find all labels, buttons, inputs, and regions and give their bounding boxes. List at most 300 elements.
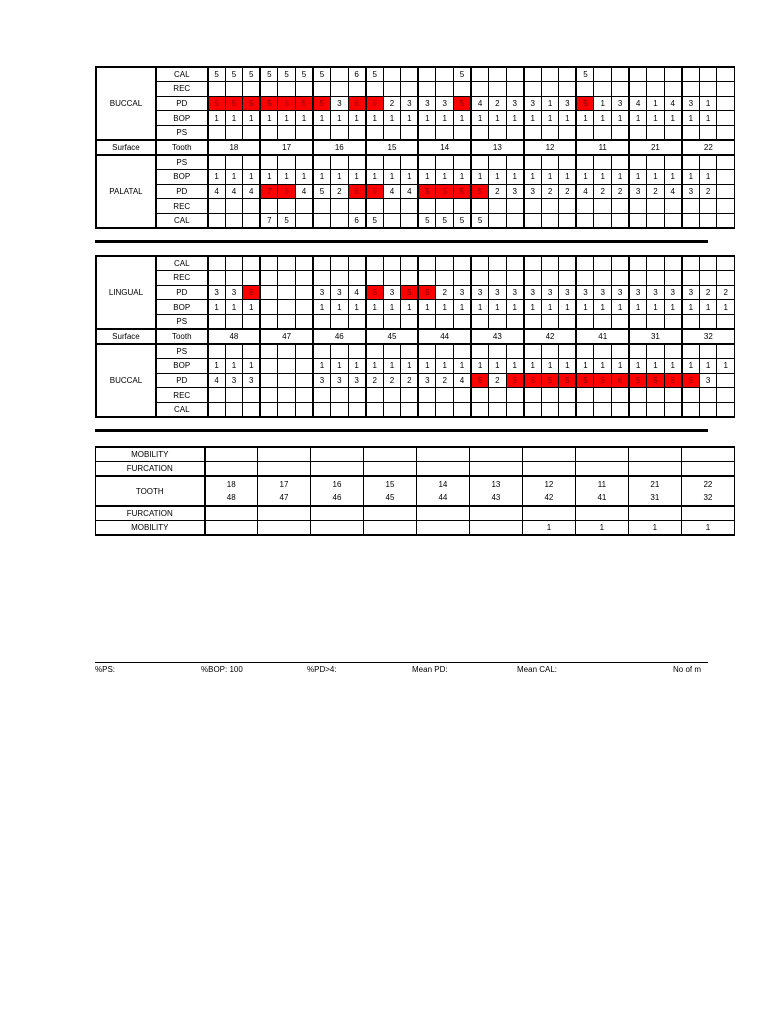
measurement-cell[interactable]: 1 bbox=[594, 96, 612, 111]
measurement-cell[interactable] bbox=[541, 213, 559, 228]
measurement-cell[interactable] bbox=[612, 82, 630, 97]
measurement-cell[interactable]: 2 bbox=[699, 285, 717, 300]
measurement-cell[interactable] bbox=[524, 213, 542, 228]
measurement-cell[interactable]: 1 bbox=[348, 111, 366, 126]
measurement-cell[interactable]: 1 bbox=[629, 359, 647, 374]
upper-furcation-cell[interactable] bbox=[258, 462, 311, 477]
measurement-cell[interactable]: 1 bbox=[541, 111, 559, 126]
lower-mobility-cell[interactable]: 1 bbox=[628, 521, 681, 536]
measurement-cell[interactable] bbox=[401, 402, 419, 417]
measurement-cell[interactable]: 1 bbox=[243, 300, 261, 315]
measurement-cell[interactable] bbox=[208, 271, 226, 286]
lower-furcation-cell[interactable] bbox=[205, 506, 258, 521]
measurement-cell[interactable]: 5 bbox=[436, 213, 454, 228]
measurement-cell[interactable] bbox=[506, 82, 524, 97]
lower-furcation-cell[interactable] bbox=[363, 506, 416, 521]
measurement-cell[interactable] bbox=[594, 388, 612, 403]
measurement-cell[interactable] bbox=[699, 388, 717, 403]
lower-furcation-cell[interactable] bbox=[416, 506, 469, 521]
measurement-cell[interactable] bbox=[647, 67, 665, 82]
measurement-cell[interactable] bbox=[629, 82, 647, 97]
measurement-cell[interactable]: 5 bbox=[313, 184, 331, 199]
measurement-cell[interactable] bbox=[208, 314, 226, 329]
measurement-cell[interactable]: 1 bbox=[576, 359, 594, 374]
measurement-cell[interactable]: 1 bbox=[243, 359, 261, 374]
measurement-cell[interactable] bbox=[594, 271, 612, 286]
measurement-cell[interactable]: 1 bbox=[366, 300, 384, 315]
measurement-cell[interactable]: 3 bbox=[664, 285, 682, 300]
measurement-cell[interactable]: 3 bbox=[401, 96, 419, 111]
lower-mobility-cell[interactable] bbox=[363, 521, 416, 536]
measurement-cell[interactable] bbox=[401, 344, 419, 359]
measurement-cell[interactable]: 1 bbox=[295, 111, 313, 126]
measurement-cell[interactable] bbox=[594, 199, 612, 214]
measurement-cell[interactable] bbox=[717, 125, 735, 140]
measurement-cell[interactable]: 1 bbox=[699, 170, 717, 185]
measurement-cell[interactable] bbox=[559, 82, 577, 97]
measurement-cell[interactable]: 1 bbox=[260, 111, 278, 126]
measurement-cell[interactable] bbox=[524, 344, 542, 359]
measurement-cell[interactable]: 5 bbox=[313, 96, 331, 111]
measurement-cell[interactable] bbox=[313, 256, 331, 271]
measurement-cell[interactable] bbox=[471, 155, 489, 170]
measurement-cell[interactable] bbox=[664, 213, 682, 228]
measurement-cell[interactable]: 1 bbox=[313, 111, 331, 126]
measurement-cell[interactable]: 5 bbox=[594, 373, 612, 388]
measurement-cell[interactable]: 1 bbox=[366, 111, 384, 126]
lower-mobility-cell[interactable] bbox=[416, 521, 469, 536]
measurement-cell[interactable]: 5 bbox=[418, 213, 436, 228]
measurement-cell[interactable]: 4 bbox=[243, 184, 261, 199]
measurement-cell[interactable]: 1 bbox=[366, 170, 384, 185]
measurement-cell[interactable]: 1 bbox=[612, 300, 630, 315]
measurement-cell[interactable] bbox=[436, 271, 454, 286]
measurement-cell[interactable]: 3 bbox=[629, 184, 647, 199]
measurement-cell[interactable]: 1 bbox=[682, 111, 700, 126]
measurement-cell[interactable] bbox=[471, 67, 489, 82]
measurement-cell[interactable] bbox=[647, 82, 665, 97]
measurement-cell[interactable] bbox=[260, 344, 278, 359]
measurement-cell[interactable]: 1 bbox=[717, 359, 735, 374]
measurement-cell[interactable]: 1 bbox=[559, 300, 577, 315]
measurement-cell[interactable] bbox=[612, 271, 630, 286]
measurement-cell[interactable]: 3 bbox=[524, 184, 542, 199]
measurement-cell[interactable] bbox=[383, 271, 401, 286]
measurement-cell[interactable]: 2 bbox=[436, 285, 454, 300]
measurement-cell[interactable]: 5 bbox=[208, 96, 226, 111]
measurement-cell[interactable]: 3 bbox=[348, 373, 366, 388]
measurement-cell[interactable] bbox=[225, 344, 243, 359]
measurement-cell[interactable] bbox=[260, 256, 278, 271]
measurement-cell[interactable] bbox=[278, 199, 296, 214]
measurement-cell[interactable] bbox=[489, 314, 507, 329]
measurement-cell[interactable] bbox=[453, 271, 471, 286]
measurement-cell[interactable]: 1 bbox=[664, 111, 682, 126]
measurement-cell[interactable] bbox=[453, 314, 471, 329]
measurement-cell[interactable]: 2 bbox=[366, 373, 384, 388]
measurement-cell[interactable] bbox=[366, 314, 384, 329]
measurement-cell[interactable] bbox=[576, 314, 594, 329]
measurement-cell[interactable] bbox=[313, 402, 331, 417]
measurement-cell[interactable]: 3 bbox=[331, 373, 349, 388]
measurement-cell[interactable]: 1 bbox=[489, 300, 507, 315]
measurement-cell[interactable] bbox=[313, 344, 331, 359]
measurement-cell[interactable] bbox=[647, 125, 665, 140]
measurement-cell[interactable] bbox=[612, 125, 630, 140]
measurement-cell[interactable] bbox=[208, 256, 226, 271]
measurement-cell[interactable] bbox=[559, 402, 577, 417]
measurement-cell[interactable]: 5 bbox=[366, 213, 384, 228]
measurement-cell[interactable] bbox=[559, 213, 577, 228]
measurement-cell[interactable]: 6 bbox=[348, 184, 366, 199]
measurement-cell[interactable] bbox=[576, 199, 594, 214]
measurement-cell[interactable]: 4 bbox=[401, 184, 419, 199]
measurement-cell[interactable] bbox=[348, 402, 366, 417]
measurement-cell[interactable] bbox=[717, 402, 735, 417]
measurement-cell[interactable] bbox=[471, 388, 489, 403]
measurement-cell[interactable]: 1 bbox=[471, 111, 489, 126]
measurement-cell[interactable] bbox=[682, 388, 700, 403]
measurement-cell[interactable] bbox=[717, 111, 735, 126]
measurement-cell[interactable] bbox=[612, 213, 630, 228]
measurement-cell[interactable] bbox=[366, 125, 384, 140]
measurement-cell[interactable] bbox=[506, 388, 524, 403]
measurement-cell[interactable] bbox=[471, 402, 489, 417]
measurement-cell[interactable] bbox=[383, 344, 401, 359]
upper-furcation-cell[interactable] bbox=[205, 462, 258, 477]
measurement-cell[interactable]: 1 bbox=[629, 170, 647, 185]
measurement-cell[interactable]: 5 bbox=[243, 96, 261, 111]
measurement-cell[interactable] bbox=[594, 213, 612, 228]
measurement-cell[interactable] bbox=[629, 155, 647, 170]
measurement-cell[interactable]: 3 bbox=[629, 285, 647, 300]
upper-furcation-cell[interactable] bbox=[310, 462, 363, 477]
measurement-cell[interactable]: 1 bbox=[629, 300, 647, 315]
measurement-cell[interactable]: 1 bbox=[383, 300, 401, 315]
measurement-cell[interactable] bbox=[295, 213, 313, 228]
measurement-cell[interactable]: 3 bbox=[682, 285, 700, 300]
measurement-cell[interactable] bbox=[208, 402, 226, 417]
measurement-cell[interactable]: 5 bbox=[295, 67, 313, 82]
measurement-cell[interactable] bbox=[559, 125, 577, 140]
measurement-cell[interactable] bbox=[418, 155, 436, 170]
measurement-cell[interactable] bbox=[559, 344, 577, 359]
measurement-cell[interactable] bbox=[647, 314, 665, 329]
measurement-cell[interactable] bbox=[506, 155, 524, 170]
measurement-cell[interactable] bbox=[612, 314, 630, 329]
measurement-cell[interactable]: 1 bbox=[506, 170, 524, 185]
measurement-cell[interactable] bbox=[576, 256, 594, 271]
measurement-cell[interactable]: 5 bbox=[260, 96, 278, 111]
measurement-cell[interactable]: 1 bbox=[612, 359, 630, 374]
measurement-cell[interactable] bbox=[225, 402, 243, 417]
measurement-cell[interactable] bbox=[331, 402, 349, 417]
measurement-cell[interactable]: 1 bbox=[366, 359, 384, 374]
measurement-cell[interactable] bbox=[348, 82, 366, 97]
measurement-cell[interactable] bbox=[453, 82, 471, 97]
measurement-cell[interactable]: 1 bbox=[524, 170, 542, 185]
measurement-cell[interactable] bbox=[699, 213, 717, 228]
measurement-cell[interactable]: 1 bbox=[506, 111, 524, 126]
measurement-cell[interactable] bbox=[278, 402, 296, 417]
measurement-cell[interactable]: 1 bbox=[348, 359, 366, 374]
measurement-cell[interactable]: 5 bbox=[243, 67, 261, 82]
measurement-cell[interactable] bbox=[629, 199, 647, 214]
measurement-cell[interactable] bbox=[225, 314, 243, 329]
measurement-cell[interactable] bbox=[471, 314, 489, 329]
upper-furcation-cell[interactable] bbox=[469, 462, 522, 477]
measurement-cell[interactable] bbox=[401, 155, 419, 170]
upper-furcation-cell[interactable] bbox=[575, 462, 628, 477]
measurement-cell[interactable] bbox=[243, 125, 261, 140]
measurement-cell[interactable]: 3 bbox=[225, 285, 243, 300]
measurement-cell[interactable] bbox=[331, 125, 349, 140]
measurement-cell[interactable]: 3 bbox=[208, 285, 226, 300]
measurement-cell[interactable] bbox=[208, 82, 226, 97]
measurement-cell[interactable] bbox=[612, 344, 630, 359]
measurement-cell[interactable] bbox=[331, 155, 349, 170]
lower-mobility-cell[interactable]: 1 bbox=[522, 521, 575, 536]
measurement-cell[interactable]: 1 bbox=[278, 170, 296, 185]
measurement-cell[interactable] bbox=[295, 285, 313, 300]
measurement-cell[interactable]: 1 bbox=[664, 170, 682, 185]
measurement-cell[interactable] bbox=[383, 402, 401, 417]
measurement-cell[interactable]: 5 bbox=[664, 373, 682, 388]
measurement-cell[interactable] bbox=[506, 402, 524, 417]
measurement-cell[interactable]: 1 bbox=[243, 111, 261, 126]
measurement-cell[interactable]: 5 bbox=[278, 184, 296, 199]
measurement-cell[interactable] bbox=[331, 388, 349, 403]
measurement-cell[interactable]: 1 bbox=[436, 300, 454, 315]
lower-furcation-cell[interactable] bbox=[469, 506, 522, 521]
measurement-cell[interactable] bbox=[383, 314, 401, 329]
measurement-cell[interactable] bbox=[699, 199, 717, 214]
measurement-cell[interactable]: 5 bbox=[471, 373, 489, 388]
measurement-cell[interactable]: 5 bbox=[453, 67, 471, 82]
measurement-cell[interactable] bbox=[559, 199, 577, 214]
measurement-cell[interactable] bbox=[699, 402, 717, 417]
measurement-cell[interactable]: 1 bbox=[576, 111, 594, 126]
measurement-cell[interactable]: 3 bbox=[682, 184, 700, 199]
measurement-cell[interactable]: 3 bbox=[489, 285, 507, 300]
measurement-cell[interactable]: 1 bbox=[506, 300, 524, 315]
measurement-cell[interactable] bbox=[243, 314, 261, 329]
measurement-cell[interactable] bbox=[471, 199, 489, 214]
measurement-cell[interactable] bbox=[629, 213, 647, 228]
measurement-cell[interactable]: 5 bbox=[418, 184, 436, 199]
measurement-cell[interactable] bbox=[278, 314, 296, 329]
measurement-cell[interactable]: 5 bbox=[682, 373, 700, 388]
upper-furcation-cell[interactable] bbox=[416, 462, 469, 477]
measurement-cell[interactable] bbox=[243, 199, 261, 214]
measurement-cell[interactable]: 2 bbox=[489, 373, 507, 388]
measurement-cell[interactable] bbox=[524, 199, 542, 214]
measurement-cell[interactable]: 1 bbox=[524, 111, 542, 126]
measurement-cell[interactable]: 1 bbox=[664, 300, 682, 315]
upper-furcation-cell[interactable] bbox=[363, 462, 416, 477]
measurement-cell[interactable] bbox=[506, 67, 524, 82]
measurement-cell[interactable] bbox=[664, 125, 682, 140]
measurement-cell[interactable] bbox=[612, 388, 630, 403]
measurement-cell[interactable]: 2 bbox=[647, 184, 665, 199]
measurement-cell[interactable]: 1 bbox=[541, 300, 559, 315]
measurement-cell[interactable] bbox=[278, 271, 296, 286]
measurement-cell[interactable]: 1 bbox=[208, 300, 226, 315]
measurement-cell[interactable]: 4 bbox=[348, 285, 366, 300]
measurement-cell[interactable]: 1 bbox=[436, 111, 454, 126]
measurement-cell[interactable]: 4 bbox=[383, 184, 401, 199]
measurement-cell[interactable] bbox=[594, 155, 612, 170]
lower-furcation-cell[interactable] bbox=[258, 506, 311, 521]
measurement-cell[interactable]: 3 bbox=[383, 285, 401, 300]
measurement-cell[interactable] bbox=[260, 125, 278, 140]
measurement-cell[interactable] bbox=[506, 125, 524, 140]
measurement-cell[interactable]: 1 bbox=[541, 96, 559, 111]
measurement-cell[interactable] bbox=[717, 96, 735, 111]
measurement-cell[interactable] bbox=[717, 170, 735, 185]
measurement-cell[interactable] bbox=[225, 199, 243, 214]
lower-mobility-cell[interactable]: 1 bbox=[681, 521, 734, 536]
measurement-cell[interactable] bbox=[243, 82, 261, 97]
measurement-cell[interactable] bbox=[489, 344, 507, 359]
lower-furcation-cell[interactable] bbox=[522, 506, 575, 521]
measurement-cell[interactable] bbox=[489, 256, 507, 271]
measurement-cell[interactable] bbox=[682, 67, 700, 82]
measurement-cell[interactable] bbox=[401, 213, 419, 228]
measurement-cell[interactable]: 5 bbox=[559, 373, 577, 388]
measurement-cell[interactable]: 1 bbox=[418, 359, 436, 374]
measurement-cell[interactable] bbox=[576, 388, 594, 403]
measurement-cell[interactable]: 5 bbox=[313, 67, 331, 82]
measurement-cell[interactable]: 6 bbox=[612, 373, 630, 388]
measurement-cell[interactable] bbox=[348, 388, 366, 403]
measurement-cell[interactable] bbox=[313, 199, 331, 214]
measurement-cell[interactable] bbox=[576, 155, 594, 170]
measurement-cell[interactable]: 2 bbox=[383, 96, 401, 111]
measurement-cell[interactable] bbox=[331, 314, 349, 329]
measurement-cell[interactable]: 3 bbox=[612, 285, 630, 300]
measurement-cell[interactable]: 1 bbox=[489, 359, 507, 374]
measurement-cell[interactable]: 1 bbox=[243, 170, 261, 185]
measurement-cell[interactable] bbox=[647, 199, 665, 214]
measurement-cell[interactable]: 2 bbox=[541, 184, 559, 199]
upper-furcation-cell[interactable] bbox=[628, 462, 681, 477]
measurement-cell[interactable]: 5 bbox=[576, 96, 594, 111]
measurement-cell[interactable] bbox=[313, 213, 331, 228]
measurement-cell[interactable] bbox=[278, 82, 296, 97]
measurement-cell[interactable] bbox=[243, 213, 261, 228]
measurement-cell[interactable]: 3 bbox=[418, 373, 436, 388]
measurement-cell[interactable] bbox=[717, 199, 735, 214]
measurement-cell[interactable]: 2 bbox=[401, 373, 419, 388]
measurement-cell[interactable] bbox=[331, 271, 349, 286]
measurement-cell[interactable]: 3 bbox=[453, 285, 471, 300]
measurement-cell[interactable]: 4 bbox=[629, 96, 647, 111]
measurement-cell[interactable] bbox=[664, 256, 682, 271]
measurement-cell[interactable] bbox=[278, 155, 296, 170]
measurement-cell[interactable] bbox=[313, 271, 331, 286]
measurement-cell[interactable] bbox=[278, 125, 296, 140]
measurement-cell[interactable] bbox=[699, 271, 717, 286]
measurement-cell[interactable] bbox=[260, 199, 278, 214]
measurement-cell[interactable] bbox=[208, 344, 226, 359]
measurement-cell[interactable] bbox=[295, 125, 313, 140]
measurement-cell[interactable] bbox=[295, 300, 313, 315]
measurement-cell[interactable]: 1 bbox=[313, 359, 331, 374]
measurement-cell[interactable]: 1 bbox=[295, 170, 313, 185]
measurement-cell[interactable] bbox=[295, 373, 313, 388]
measurement-cell[interactable] bbox=[278, 388, 296, 403]
measurement-cell[interactable] bbox=[612, 67, 630, 82]
measurement-cell[interactable] bbox=[260, 300, 278, 315]
measurement-cell[interactable] bbox=[401, 125, 419, 140]
measurement-cell[interactable] bbox=[453, 199, 471, 214]
measurement-cell[interactable] bbox=[489, 271, 507, 286]
measurement-cell[interactable]: 1 bbox=[313, 300, 331, 315]
measurement-cell[interactable]: 3 bbox=[506, 285, 524, 300]
measurement-cell[interactable] bbox=[471, 82, 489, 97]
measurement-cell[interactable] bbox=[699, 256, 717, 271]
measurement-cell[interactable] bbox=[699, 344, 717, 359]
measurement-cell[interactable]: 5 bbox=[243, 285, 261, 300]
measurement-cell[interactable] bbox=[541, 67, 559, 82]
measurement-cell[interactable]: 5 bbox=[366, 184, 384, 199]
measurement-cell[interactable] bbox=[717, 344, 735, 359]
measurement-cell[interactable] bbox=[366, 402, 384, 417]
upper-mobility-cell[interactable] bbox=[628, 447, 681, 462]
measurement-cell[interactable]: 2 bbox=[489, 184, 507, 199]
measurement-cell[interactable] bbox=[629, 314, 647, 329]
measurement-cell[interactable] bbox=[682, 155, 700, 170]
lower-furcation-cell[interactable] bbox=[628, 506, 681, 521]
measurement-cell[interactable] bbox=[541, 256, 559, 271]
measurement-cell[interactable] bbox=[629, 344, 647, 359]
measurement-cell[interactable]: 5 bbox=[366, 285, 384, 300]
measurement-cell[interactable]: 1 bbox=[453, 111, 471, 126]
measurement-cell[interactable] bbox=[278, 373, 296, 388]
measurement-cell[interactable]: 1 bbox=[629, 111, 647, 126]
measurement-cell[interactable] bbox=[366, 199, 384, 214]
measurement-cell[interactable] bbox=[506, 199, 524, 214]
measurement-cell[interactable] bbox=[489, 213, 507, 228]
measurement-cell[interactable] bbox=[260, 373, 278, 388]
measurement-cell[interactable]: 3 bbox=[506, 184, 524, 199]
measurement-cell[interactable] bbox=[629, 125, 647, 140]
measurement-cell[interactable] bbox=[260, 271, 278, 286]
measurement-cell[interactable] bbox=[682, 256, 700, 271]
measurement-cell[interactable] bbox=[348, 271, 366, 286]
measurement-cell[interactable] bbox=[331, 199, 349, 214]
lower-furcation-cell[interactable] bbox=[575, 506, 628, 521]
measurement-cell[interactable]: 6 bbox=[348, 67, 366, 82]
measurement-cell[interactable] bbox=[682, 213, 700, 228]
measurement-cell[interactable] bbox=[383, 67, 401, 82]
measurement-cell[interactable] bbox=[612, 199, 630, 214]
measurement-cell[interactable]: 1 bbox=[208, 111, 226, 126]
measurement-cell[interactable] bbox=[436, 256, 454, 271]
measurement-cell[interactable] bbox=[348, 199, 366, 214]
lower-furcation-cell[interactable] bbox=[681, 506, 734, 521]
measurement-cell[interactable] bbox=[243, 155, 261, 170]
upper-mobility-cell[interactable] bbox=[469, 447, 522, 462]
measurement-cell[interactable] bbox=[541, 402, 559, 417]
measurement-cell[interactable]: 5 bbox=[524, 373, 542, 388]
measurement-cell[interactable] bbox=[295, 314, 313, 329]
measurement-cell[interactable]: 5 bbox=[225, 67, 243, 82]
measurement-cell[interactable]: 1 bbox=[313, 170, 331, 185]
measurement-cell[interactable] bbox=[664, 155, 682, 170]
measurement-cell[interactable] bbox=[524, 256, 542, 271]
